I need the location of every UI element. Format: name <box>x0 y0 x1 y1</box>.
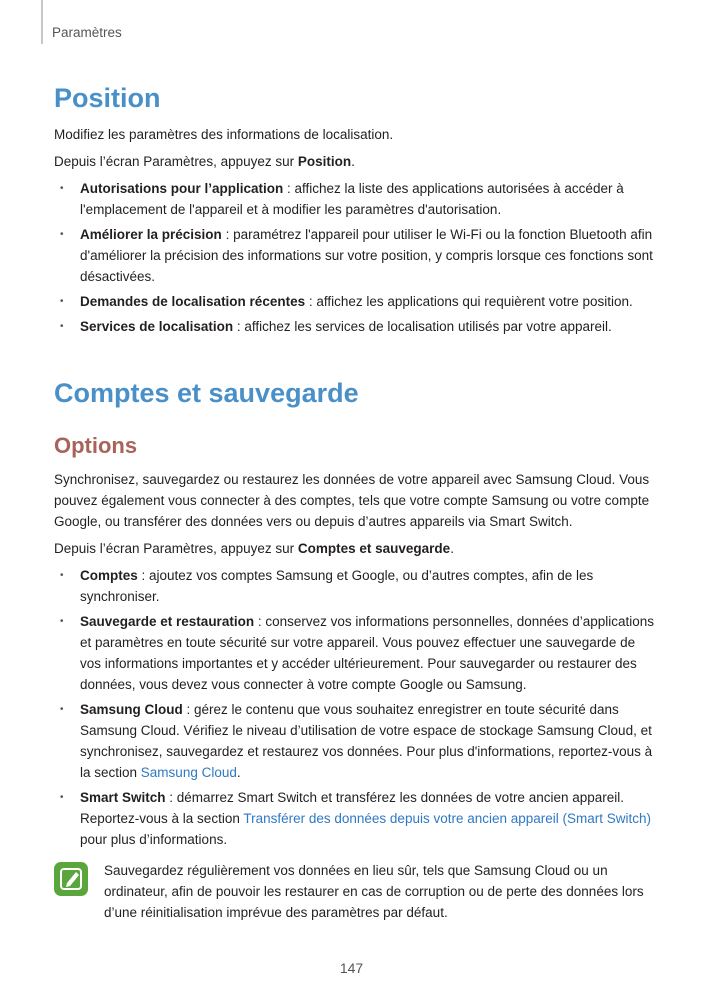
list-item: • Services de localisation : affichez les services de localisation utilisés par votre appareil. <box>54 316 656 337</box>
position-path: Depuis l’écran Paramètres, appuyez sur Position. <box>54 154 355 169</box>
position-intro: Modifiez les paramètres des informations de localisation. <box>54 127 394 142</box>
position-list <box>54 178 656 337</box>
position-path-target: Position <box>297 154 352 169</box>
accounts-intro: Synchronisez, sauvegardez ou restaurez les données de votre appareil avec Samsung Cloud. Vous pouvez également vous connecter à des comptes, tels que votre compte Samsung ou votre compte Google, ou transférer des données vers ou depuis d’autres appareils via Smart Switch. <box>54 472 650 529</box>
accounts-path-target: Comptes et sauvegarde <box>297 541 451 556</box>
position-title: Position <box>54 83 161 113</box>
accounts-title: Comptes et sauvegarde <box>54 378 359 408</box>
page-content <box>54 80 656 923</box>
list-item: • Sauvegarde et restauration : conservez vos informations personnelles, données d’applications et paramètres en toute sécurité sur votre appareil. Vous pouvez effectuer une sauvegarde de vos informations importantes et y accéder ultérieurement. Pour sauvegarder ou restaurer des données, vous devez vous connecter à votre compte Google ou Samsung. <box>54 611 656 695</box>
list-item: • Demandes de localisation récentes : affichez les applications qui requièrent votre position. <box>54 291 656 312</box>
list-item: • Samsung Cloud : gérez le contenu que vous souhaitez enregistrer en toute sécurité dans Samsung Cloud. Vérifiez le niveau d’utilisation de votre espace de stockage Samsung Cloud, et synchronisez, sauvegardez et restaurez vos données. Pour plus d'informations, reportez-vous à la section Samsung Cloud. <box>54 699 656 783</box>
note-text: Sauvegardez régulièrement vos données en lieu sûr, tels que Samsung Cloud ou un ordinateur, afin de pouvoir les restaurer en cas de corruption ou de perte des données lors d’une réinitialisation imprévue des paramètres par défaut. <box>104 863 644 920</box>
accounts-list <box>54 565 656 850</box>
samsung-cloud-link[interactable]: Samsung Cloud <box>140 765 237 780</box>
pencil-note-icon <box>54 862 88 896</box>
page-number: 147 <box>339 960 364 976</box>
list-item: • Autorisations pour l’application : affichez la liste des applications autorisées à accéder à l'emplacement de l'appareil et à modifier les paramètres d'autorisation. <box>54 178 656 220</box>
header-rule <box>41 0 43 44</box>
list-item: • Smart Switch : démarrez Smart Switch et transférez les données de votre ancien appareil. Reportez-vous à la section Transférer des données depuis votre ancien appareil (Smart Switch) pour plus d’informations. <box>54 787 656 850</box>
note-block <box>54 860 656 923</box>
accounts-path: Depuis l’écran Paramètres, appuyez sur Comptes et sauvegarde. <box>54 541 454 556</box>
accounts-subtitle: Options <box>54 433 138 458</box>
list-item: • Améliorer la précision : paramétrez l'appareil pour utiliser le Wi-Fi ou la fonction Bluetooth afin d'améliorer la précision des informations sur votre position, y compris lorsque ces fonctions sont désactivées. <box>54 224 656 287</box>
header-section-label: Paramètres <box>52 25 122 40</box>
smart-switch-link[interactable]: Transférer des données depuis votre ancien appareil (Smart Switch) <box>243 811 652 826</box>
list-item: • Comptes : ajoutez vos comptes Samsung et Google, ou d’autres comptes, afin de les synchroniser. <box>54 565 656 607</box>
